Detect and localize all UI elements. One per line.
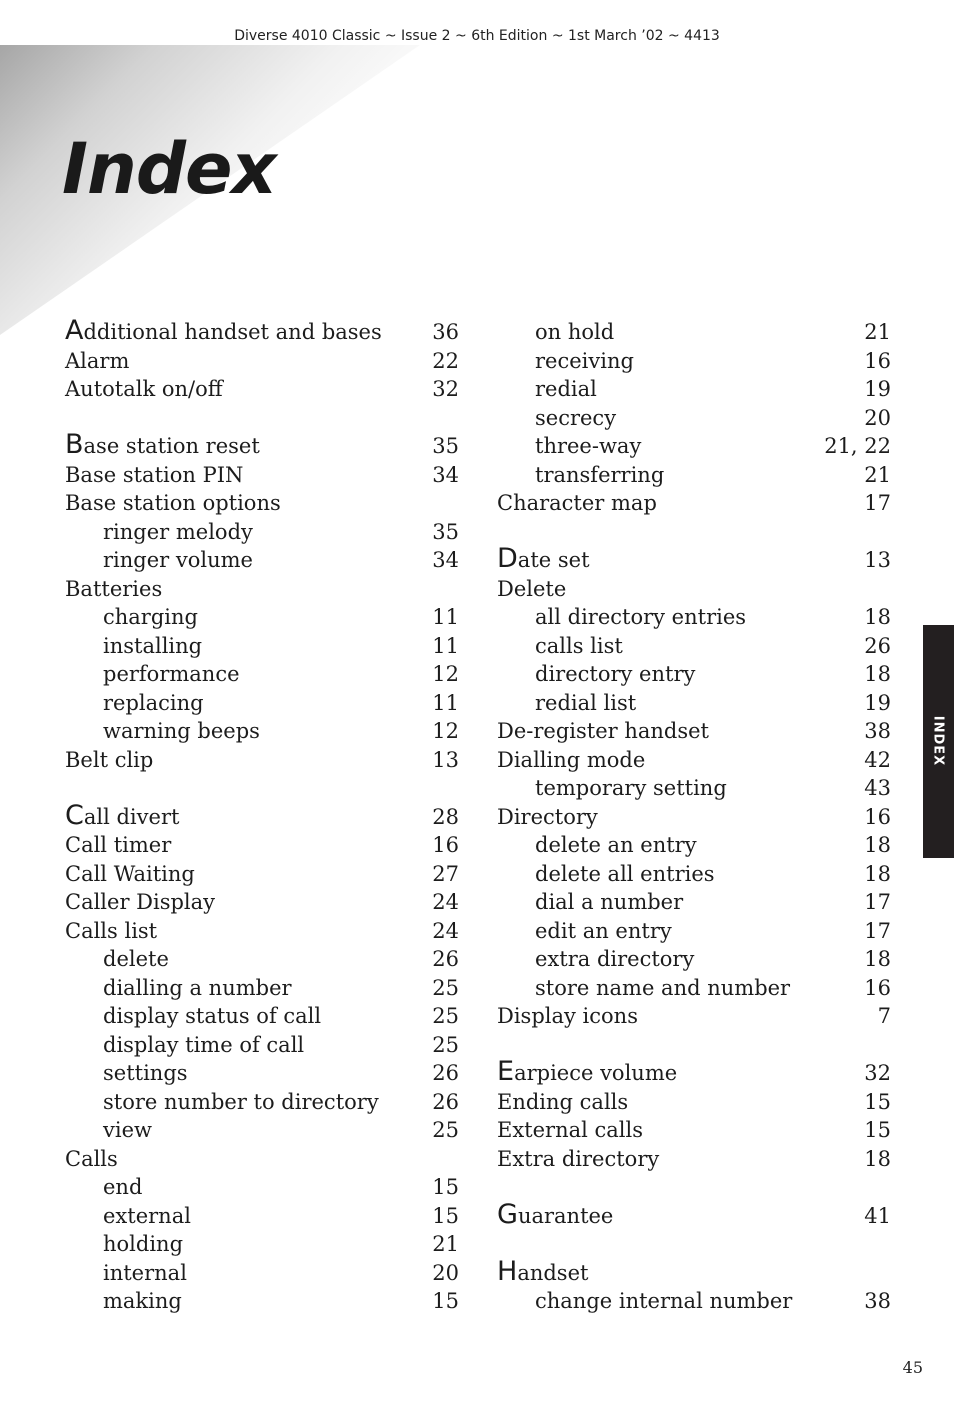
index-page-reference: 15: [432, 1203, 459, 1228]
index-entry-label: [497, 717, 709, 746]
index-entry-label: [65, 575, 162, 604]
index-page-reference: 15: [432, 1175, 459, 1199]
index-page-reference: 12: [432, 662, 459, 686]
index-entry[interactable]: [65, 429, 459, 461]
index-entry-text: receiving: [535, 348, 634, 373]
index-entry-text: all divert: [83, 804, 180, 829]
index-entry-label: [497, 945, 694, 974]
index-entry-label: [65, 1031, 304, 1060]
index-entry[interactable]: [65, 831, 459, 860]
index-entry-text: redial: [535, 377, 597, 401]
index-entry-text: ate set: [517, 548, 590, 572]
index-subentry[interactable]: [497, 375, 891, 404]
index-page-reference: 11: [432, 605, 459, 629]
index-page-reference: 18: [864, 605, 891, 629]
index-page-reference: 34: [432, 462, 459, 487]
index-entry[interactable]: [65, 917, 459, 946]
index-entry-label: [65, 1116, 152, 1145]
index-subentry[interactable]: [65, 945, 459, 974]
index-entry-text: De-register handset: [497, 719, 709, 743]
index-entry-text: temporary setting: [535, 776, 727, 800]
index-entry-text: store name and number: [535, 975, 791, 1000]
index-subentry[interactable]: [65, 1287, 459, 1316]
index-entry[interactable]: [65, 489, 459, 518]
index-entry[interactable]: [497, 717, 891, 746]
index-entry-label: [65, 546, 253, 575]
index-entry-label: [497, 1145, 659, 1174]
index-entry[interactable]: [497, 489, 891, 518]
index-entry-label: [497, 375, 597, 404]
index-entry-text: three-way: [535, 434, 642, 458]
index-entry-label: [497, 461, 664, 490]
index-subentry[interactable]: [497, 831, 891, 860]
index-page-reference: 25: [432, 1118, 459, 1142]
index-subentry[interactable]: [65, 1116, 459, 1145]
index-page-reference: 21: [864, 462, 891, 487]
index-entry-text: ringer melody: [103, 519, 253, 544]
index-page-reference: 26: [432, 1061, 459, 1085]
index-entry-text: display status of call: [103, 1004, 322, 1028]
index-letter-gap: [65, 404, 459, 433]
index-page-reference: 27: [432, 861, 459, 886]
index-entry-label: [65, 831, 171, 860]
index-page-reference: 18: [864, 947, 891, 971]
index-entry-label: [65, 860, 195, 889]
index-page-reference: 18: [864, 861, 891, 886]
index-subentry[interactable]: [497, 888, 891, 917]
index-entry-label: [497, 318, 614, 347]
index-subentry[interactable]: [497, 974, 891, 1003]
index-entry-label: [65, 1088, 379, 1117]
index-page-reference: 35: [432, 434, 459, 458]
index-subentry[interactable]: [65, 660, 459, 689]
index-subentry[interactable]: [65, 717, 459, 746]
index-page-reference: 15: [864, 1118, 891, 1142]
index-entry-text: end: [103, 1175, 143, 1199]
index-subentry[interactable]: [65, 546, 459, 575]
index-entry[interactable]: [497, 746, 891, 775]
index-entry-text: Calls: [65, 1146, 118, 1171]
index-entry-label: [497, 1198, 614, 1231]
index-entry-label: [497, 603, 746, 632]
index-subentry[interactable]: [497, 603, 891, 632]
index-entry-text: Alarm: [65, 348, 130, 373]
index-page-reference: 21: [864, 320, 891, 344]
index-entry[interactable]: [497, 1088, 891, 1117]
index-entry-text: Call timer: [65, 833, 172, 857]
index-subentry[interactable]: [497, 945, 891, 974]
index-entry-text: Batteries: [65, 576, 163, 601]
index-page-reference: 15: [432, 1289, 459, 1313]
index-page-reference: 26: [432, 947, 459, 971]
index-page-reference: 21, 22: [824, 434, 891, 458]
index-subentry[interactable]: [65, 689, 459, 718]
index-page-reference: 26: [864, 633, 891, 658]
index-entry-text: dial a number: [535, 890, 684, 914]
index-entry[interactable]: [65, 315, 459, 347]
index-page-reference: 28: [432, 804, 459, 829]
index-subentry[interactable]: [497, 404, 891, 433]
index-entry-label: [65, 632, 202, 661]
index-entry-label: [65, 717, 260, 746]
index-entry-label: [65, 1059, 188, 1088]
index-subentry[interactable]: [497, 860, 891, 889]
index-entry-label: [65, 660, 240, 689]
index-entry-label: [65, 746, 153, 775]
index-subentry[interactable]: [65, 603, 459, 632]
index-page-reference: 16: [864, 975, 891, 1000]
index-letter-gap: [497, 1173, 891, 1202]
index-subentry[interactable]: [497, 689, 891, 718]
index-entry-text: view: [103, 1118, 152, 1142]
index-entry[interactable]: [65, 375, 459, 404]
index-subentry[interactable]: [65, 1088, 459, 1117]
index-subentry[interactable]: [497, 1287, 891, 1316]
index-page-reference: 16: [432, 833, 459, 857]
index-letter-initial: H: [497, 1255, 518, 1287]
index-subentry[interactable]: [497, 461, 891, 490]
index-entry[interactable]: [497, 1145, 891, 1174]
index-entry[interactable]: [65, 575, 459, 604]
running-header: Diverse 4010 Classic ~ Issue 2 ~ 6th Edition ~ 1st March ’02 ~ 4413: [234, 28, 720, 44]
index-page-reference: 35: [432, 519, 459, 544]
index-entry-label: [497, 543, 590, 575]
index-entry-text: replacing: [103, 690, 204, 715]
index-entry-text: extra directory: [535, 947, 695, 971]
index-page-reference: 16: [864, 804, 891, 829]
index-entry-text: change internal number: [535, 1289, 793, 1313]
index-entry-label: [497, 974, 790, 1003]
index-entry-label: [497, 575, 566, 604]
index-subentry[interactable]: [497, 432, 891, 461]
index-subentry[interactable]: [497, 660, 891, 689]
index-entry-text: holding: [103, 1232, 184, 1256]
index-entry-label: [497, 860, 715, 889]
index-entry-label: [497, 831, 697, 860]
index-entry-label: [497, 1255, 589, 1288]
index-entry-label: [65, 1145, 118, 1174]
index-letter-initial: B: [65, 429, 84, 460]
index-entry-text: Ending calls: [497, 1089, 629, 1114]
index-entry-text: edit an entry: [535, 918, 672, 943]
index-entry[interactable]: [497, 1056, 891, 1088]
index-subentry[interactable]: [497, 774, 891, 803]
index-entry-label: [65, 1002, 321, 1031]
index-entry-text: Delete: [497, 576, 567, 601]
index-entry-text: dialling a number: [103, 975, 292, 1000]
index-page-reference: 17: [864, 918, 891, 943]
index-page-reference: 25: [432, 1032, 459, 1057]
index-page-reference: 19: [864, 377, 891, 401]
index-entry-text: store number to directory: [103, 1089, 379, 1114]
index-entry-text: Extra directory: [497, 1146, 660, 1171]
index-entry-label: [497, 888, 683, 917]
index-page-reference: 19: [864, 690, 891, 715]
index-page-reference: 18: [864, 1146, 891, 1171]
index-page-reference: 18: [864, 662, 891, 686]
index-entry-label: [497, 1056, 678, 1088]
index-page-reference: 24: [432, 918, 459, 943]
index-entry-label: [497, 404, 616, 433]
index-entry-text: display time of call: [103, 1032, 305, 1057]
index-letter-gap: [497, 1031, 891, 1060]
index-page-reference: 20: [432, 1260, 459, 1285]
index-entry[interactable]: [497, 1002, 891, 1031]
index-entry-text: Belt clip: [65, 747, 154, 772]
section-side-tab[interactable]: [923, 625, 954, 858]
index-page-reference: 12: [432, 719, 459, 743]
index-entry[interactable]: [65, 888, 459, 917]
index-subentry[interactable]: [65, 518, 459, 547]
index-page-reference: 43: [864, 776, 891, 800]
index-entry-text: making: [103, 1289, 182, 1313]
index-page-reference: 25: [432, 1004, 459, 1028]
index-page-reference: 11: [432, 690, 459, 715]
index-entry-text: Call Waiting: [65, 861, 195, 886]
index-letter-initial: G: [497, 1198, 518, 1230]
index-column-right: [497, 318, 891, 1316]
index-entry-label: [65, 603, 198, 632]
index-entry-text: delete an entry: [535, 833, 697, 857]
index-entry[interactable]: [65, 461, 459, 490]
index-letter-gap: [65, 774, 459, 803]
index-page-reference: 13: [864, 548, 891, 572]
index-entry-text: External calls: [497, 1118, 644, 1142]
index-entry-label: [65, 1287, 182, 1316]
index-entry-label: [497, 803, 598, 832]
index-page-reference: 36: [432, 320, 459, 344]
index-page-reference: 42: [864, 747, 891, 772]
index-entry-text: transferring: [535, 462, 665, 487]
index-subentry[interactable]: [65, 1059, 459, 1088]
index-entry-text: andset: [517, 1260, 589, 1285]
side-tab-label: INDEX: [930, 715, 946, 767]
index-entry-text: ringer volume: [103, 548, 253, 572]
index-subentry[interactable]: [497, 632, 891, 661]
index-entry-label: [65, 461, 243, 490]
index-entry-text: delete: [103, 947, 169, 971]
index-page-reference: 16: [864, 348, 891, 373]
index-entry-text: Directory: [497, 804, 598, 829]
index-entry-label: [497, 1088, 628, 1117]
page-number: 45: [902, 1358, 923, 1377]
index-entry-text: directory entry: [535, 662, 696, 686]
index-entry-text: performance: [103, 662, 240, 686]
index-subentry[interactable]: [65, 1002, 459, 1031]
index-entry-label: [497, 689, 636, 718]
index-entry-label: [65, 375, 223, 404]
index-entry-text: warning beeps: [103, 719, 260, 743]
index-entry-label: [65, 974, 292, 1003]
index-subentry[interactable]: [65, 632, 459, 661]
index-entry[interactable]: [65, 347, 459, 376]
index-entry-label: [497, 660, 695, 689]
index-entry-label: [65, 518, 253, 547]
index-entry-text: redial list: [535, 690, 637, 715]
index-entry[interactable]: [497, 575, 891, 604]
index-entry-label: [65, 917, 157, 946]
index-entry-text: Base station PIN: [65, 462, 244, 487]
index-entry-text: Autotalk on/off: [65, 377, 223, 401]
index-entry-text: settings: [103, 1061, 188, 1085]
index-entry-text: Base station options: [65, 491, 281, 515]
index-entry-label: [65, 888, 215, 917]
index-entry-label: [497, 1116, 643, 1145]
index-page-reference: 26: [432, 1089, 459, 1114]
index-letter-initial: E: [497, 1056, 515, 1087]
index-entry-text: installing: [103, 633, 203, 658]
index-page-reference: 7: [877, 1004, 891, 1028]
index-entry-text: secrecy: [535, 405, 617, 430]
index-entry-label: [497, 1002, 638, 1031]
index-letter-initial: C: [65, 799, 84, 831]
index-entry-label: [497, 1287, 792, 1316]
index-entry-text: arpiece volume: [514, 1061, 678, 1085]
index-page-reference: 21: [432, 1232, 459, 1256]
index-entry-text: calls list: [535, 633, 623, 658]
index-entry[interactable]: [65, 746, 459, 775]
index-entry-label: [497, 774, 727, 803]
index-subentry[interactable]: [65, 1230, 459, 1259]
index-entry-label: [65, 347, 129, 376]
index-entry-text: all directory entries: [535, 605, 747, 629]
index-subentry[interactable]: [65, 974, 459, 1003]
index-entry[interactable]: [497, 1116, 891, 1145]
index-column-left: [65, 315, 459, 1316]
index-entry-label: [497, 632, 623, 661]
index-page-reference: 38: [864, 1289, 891, 1313]
index-page-reference: 17: [864, 491, 891, 515]
index-entry-text: Display icons: [497, 1004, 638, 1028]
index-entry-text: on hold: [535, 320, 615, 344]
index-entry-label: [65, 799, 180, 832]
index-entry[interactable]: [65, 860, 459, 889]
index-page-reference: 32: [864, 1061, 891, 1085]
index-entry[interactable]: [497, 1198, 891, 1231]
index-entry-text: uarantee: [517, 1203, 614, 1228]
index-page-reference: 34: [432, 548, 459, 572]
index-entry-text: charging: [103, 605, 198, 629]
index-subentry[interactable]: [65, 1031, 459, 1060]
index-entry-label: [65, 689, 204, 718]
index-entry-text: Dialling mode: [497, 747, 646, 772]
index-entry[interactable]: [497, 543, 891, 575]
index-page-reference: 13: [432, 747, 459, 772]
index-page-reference: 18: [864, 833, 891, 857]
index-page-reference: 32: [432, 377, 459, 401]
index-letter-gap: [497, 1230, 891, 1259]
index-entry-text: internal: [103, 1260, 187, 1285]
index-page-reference: 15: [864, 1089, 891, 1114]
index-page-reference: 11: [432, 633, 459, 658]
index-subentry[interactable]: [497, 917, 891, 946]
index-page-reference: 22: [432, 348, 459, 373]
index-page-reference: 17: [864, 890, 891, 914]
index-entry[interactable]: [497, 1255, 891, 1288]
index-letter-initial: A: [65, 315, 84, 346]
index-entry-label: [497, 347, 634, 376]
index-entry-text: ase station reset: [83, 434, 260, 458]
index-entry[interactable]: [65, 1145, 459, 1174]
index-page-reference: 20: [864, 405, 891, 430]
index-entry-label: [65, 1230, 183, 1259]
index-entry-text: dditional handset and bases: [83, 320, 382, 344]
index-entry-label: [497, 489, 657, 518]
index-page-reference: 41: [864, 1203, 891, 1228]
index-entry-text: delete all entries: [535, 861, 715, 886]
index-entry-label: [497, 746, 645, 775]
index-page-reference: 25: [432, 975, 459, 1000]
index-entry-label: [65, 429, 260, 461]
index-subentry[interactable]: [65, 1173, 459, 1202]
index-entry-label: [65, 1173, 142, 1202]
index-entry-label: [65, 489, 281, 518]
index-subentry[interactable]: [65, 1202, 459, 1231]
index-entry[interactable]: [65, 799, 459, 832]
index-entry-text: Character map: [497, 491, 657, 515]
index-entry-text: external: [103, 1203, 191, 1228]
index-page-reference: 38: [864, 719, 891, 743]
index-entry-label: [497, 432, 641, 461]
index-entry-text: Caller Display: [65, 890, 216, 914]
index-entry-label: [65, 1202, 191, 1231]
index-entry-text: Calls list: [65, 918, 158, 943]
index-subentry[interactable]: [497, 318, 891, 347]
index-entry-label: [65, 315, 382, 347]
index-letter-gap: [497, 518, 891, 547]
index-entry-label: [497, 917, 672, 946]
index-letter-initial: D: [497, 543, 518, 574]
index-entry[interactable]: [497, 803, 891, 832]
index-entry-label: [65, 945, 169, 974]
index-page-reference: 24: [432, 890, 459, 914]
index-subentry[interactable]: [65, 1259, 459, 1288]
index-subentry[interactable]: [497, 347, 891, 376]
page-title: Index: [62, 128, 276, 210]
index-entry-label: [65, 1259, 187, 1288]
